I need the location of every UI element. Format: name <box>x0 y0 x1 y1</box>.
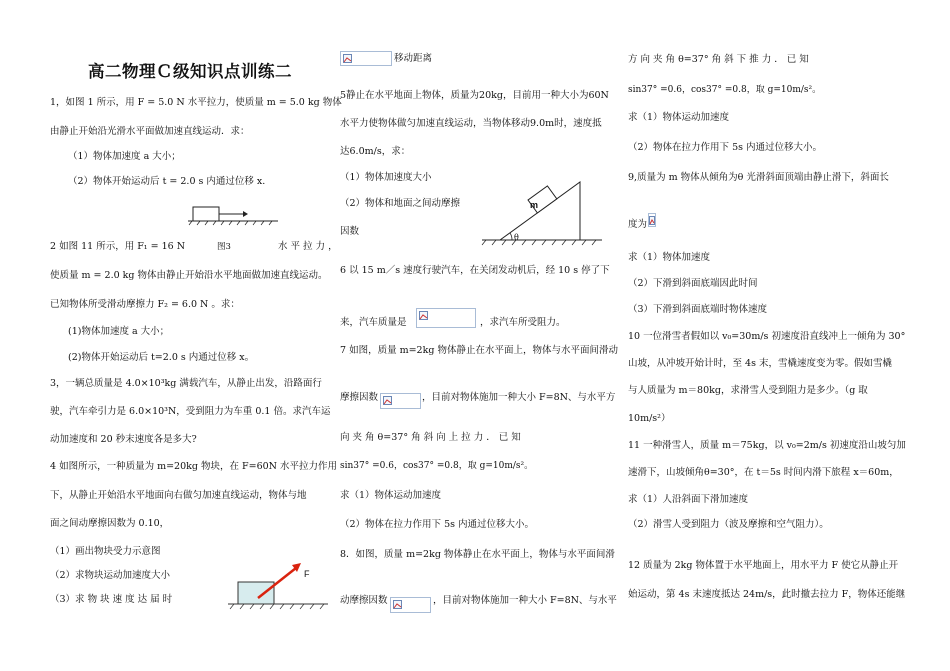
q12-line1: 12 质量为 2kg 物体置于水平地面上，用水平力 F 使它从静止开 <box>628 560 899 571</box>
q4-line1: 4 如图所示，一种质量为 m=20kg 物块，在 F=60N 水平拉力作用 <box>50 461 337 472</box>
q10-line4: 10m/s²） <box>628 413 671 424</box>
q1-line2: 由静止开始沿光滑水平面做加速直线运动．求： <box>50 126 250 137</box>
q7-line2b: ，目前对物体施加一种大小 F=8N、与水平方 <box>422 392 616 403</box>
q12-line2: 始运动，第 4s 末速度抵达 24m/s，此时撤去拉力 F，物体还能继 <box>628 589 906 600</box>
image-placeholder-mu2 <box>390 597 431 613</box>
q6-line2a: 来，汽车质量是 <box>340 317 407 328</box>
q11-line4: （2）滑雪人受到阻力（波及摩擦和空气阻力）。 <box>628 519 829 530</box>
figure-3-caption: 图3 <box>217 242 231 252</box>
q4-sub3: （3）求 物 块 速 度 达 届 时 <box>50 594 173 605</box>
q5-line1: 5静止在水平地面上物体，质量为20kg，目前用一种大小为60N <box>340 90 609 101</box>
q8-line1: 8．如图，质量 m=2kg 物体静止在水平面上，物体与水平面间滑 <box>340 549 615 560</box>
image-placeholder <box>340 51 392 66</box>
col2-top-text: 移动距离 <box>394 53 433 64</box>
broken-image-icon <box>419 311 428 320</box>
q8-cont-line1: 方 向 夹 角 θ=37° 角 斜 下 推 力 ． 已 知 <box>628 54 809 65</box>
q10-line3: 与人质量为 m＝80kg，求滑雪人受到阻力是多少。（g 取 <box>628 385 868 396</box>
q8-line2b: ，目前对物体施加一种大小 F=8N、与水平 <box>433 595 617 606</box>
q1-line1: 1，如图 1 所示，用 F = 5.0 N 水平拉力，使质量 m = 5.0 kg 物体 <box>50 97 342 108</box>
q6-line1: 6 以 15 m／s 速度行驶汽车，在关闭发动机后，经 10 s 停了下 <box>340 265 610 276</box>
q4-sub1: （1）画出物块受力示意图 <box>50 546 161 557</box>
page-title: 高二物理Ｃ级知识点训练二 <box>88 62 292 81</box>
q11-line3: 求（1）人沿斜面下滑加速度 <box>628 494 749 505</box>
image-placeholder-mass <box>416 308 476 328</box>
q2-sub1: (1)物体加速度 a 大小； <box>68 326 170 337</box>
q5-line3: 达6.0m/s，求： <box>340 146 411 157</box>
q5-line2: 水平力使物体做匀加速直线运动，当物体移动9.0m时，速度抵 <box>340 118 602 129</box>
q4-line3: 面之间动摩擦因数为 0.10， <box>50 518 170 529</box>
q3-line1: 3，一辆总质量是 4.0×10³kg 满载汽车，从静止出发，沿路面行 <box>50 378 322 389</box>
figure-incline <box>482 162 612 248</box>
q8-line2a: 动摩擦因数 <box>340 595 388 606</box>
q9-line2: 度为 <box>628 219 648 230</box>
q6-line2b: ，求汽车所受阻力。 <box>480 317 566 328</box>
q9-line1: 9,质量为 m 物体从倾角为θ 光滑斜面顶端由静止滑下，斜面长 <box>628 172 889 183</box>
q9-sub1: （2）下滑到斜面底端因此时间 <box>628 278 758 289</box>
q5-sub1: （1）物体加速度大小 <box>340 172 432 183</box>
image-placeholder-length <box>648 213 656 227</box>
q7-line1: 7 如图，质量 m=2kg 物体静止在水平面上，物体与水平面间滑动 <box>340 345 618 356</box>
q1-sub2: （2）物体开始运动后 t = 2.0 s 内通过位移 x. <box>68 176 266 187</box>
figure-1-block <box>188 204 298 228</box>
figure-4-force-label: F <box>304 569 310 579</box>
q2-line1b: 水 平 拉 力 ， <box>278 241 338 252</box>
figure-incline-mass-label: m <box>530 200 539 210</box>
figure-incline-angle-label: θ <box>514 233 519 242</box>
q5-sub3: 因数 <box>340 226 360 237</box>
broken-image-icon <box>649 216 658 225</box>
q2-sub2: (2)物体开始运动后 t=2.0 s 内通过位移 x。 <box>68 352 255 363</box>
q4-line2: 下，从静止开始沿水平地面向右做匀加速直线运动，物体与地 <box>50 490 307 501</box>
q11-line2: 速滑下，山坡倾角θ=30°，在 t＝5s 时间内滑下旅程 x＝60m， <box>628 467 899 478</box>
q7-sub2: （2）物体在拉力作用下 5s 内通过位移大小。 <box>340 519 535 530</box>
q7-line4: sin37° =0.6，cos37° =0.8，取 g=10m/s²。 <box>340 461 534 471</box>
q8-cont-sub1: 求（1）物体运动加速度 <box>628 112 730 123</box>
q5-sub2: （2）物体和地面之间动摩擦 <box>340 198 461 209</box>
broken-image-icon <box>343 54 352 63</box>
q7-line3: 向 夹 角 θ=37° 角 斜 向 上 拉 力 ． 已 知 <box>340 432 521 443</box>
q2-line3: 已知物体所受滑动摩擦力 F₂ = 6.0 N 。求： <box>50 299 240 310</box>
q4-sub2: （2）求物块运动加速度大小 <box>50 570 171 581</box>
q10-line1: 10 一位滑雪者假如以 v₀=30m/s 初速度沿直线冲上一倾角为 30° <box>628 331 906 342</box>
q8-cont-sub2: （2）物体在拉力作用下 5s 内通过位移大小。 <box>628 142 823 153</box>
q3-line3: 动加速度和 20 秒末速度各是多大? <box>50 434 197 445</box>
q11-line1: 11 一种滑雪人，质量 m＝75kg，以 v₀=2m/s 初速度沿山坡匀加 <box>628 440 906 451</box>
q7-line2a: 摩擦因数 <box>340 392 379 403</box>
q9-sub0: 求（1）物体加速度 <box>628 252 711 263</box>
q2-line2: 使质量 m = 2.0 kg 物体由静止开始沿水平地面做加速直线运动。 <box>50 270 328 281</box>
broken-image-icon <box>393 600 402 609</box>
q2-line1a: 2 如图 11 所示，用 F₁ = 16 N <box>50 241 186 252</box>
q10-line2: 山坡，从冲坡开始计时，至 4s 末，雪橇速度变为零。假如雪橇 <box>628 358 892 369</box>
q8-cont-line2: sin37° =0.6，cos37° =0.8，取 g=10m/s²。 <box>628 85 822 95</box>
q1-sub1: （1）物体加速度 a 大小； <box>68 151 181 162</box>
figure-4-block-force <box>228 560 338 612</box>
image-placeholder-mu <box>380 393 421 409</box>
q7-sub1: 求（1）物体运动加速度 <box>340 490 442 501</box>
q9-sub2: （3）下滑到斜面底端时物体速度 <box>628 304 768 315</box>
broken-image-icon <box>383 396 392 405</box>
q3-line2: 驶，汽车牵引力是 6.0×10³N，受到阻力为车重 0.1 倍。求汽车运 <box>50 406 331 417</box>
